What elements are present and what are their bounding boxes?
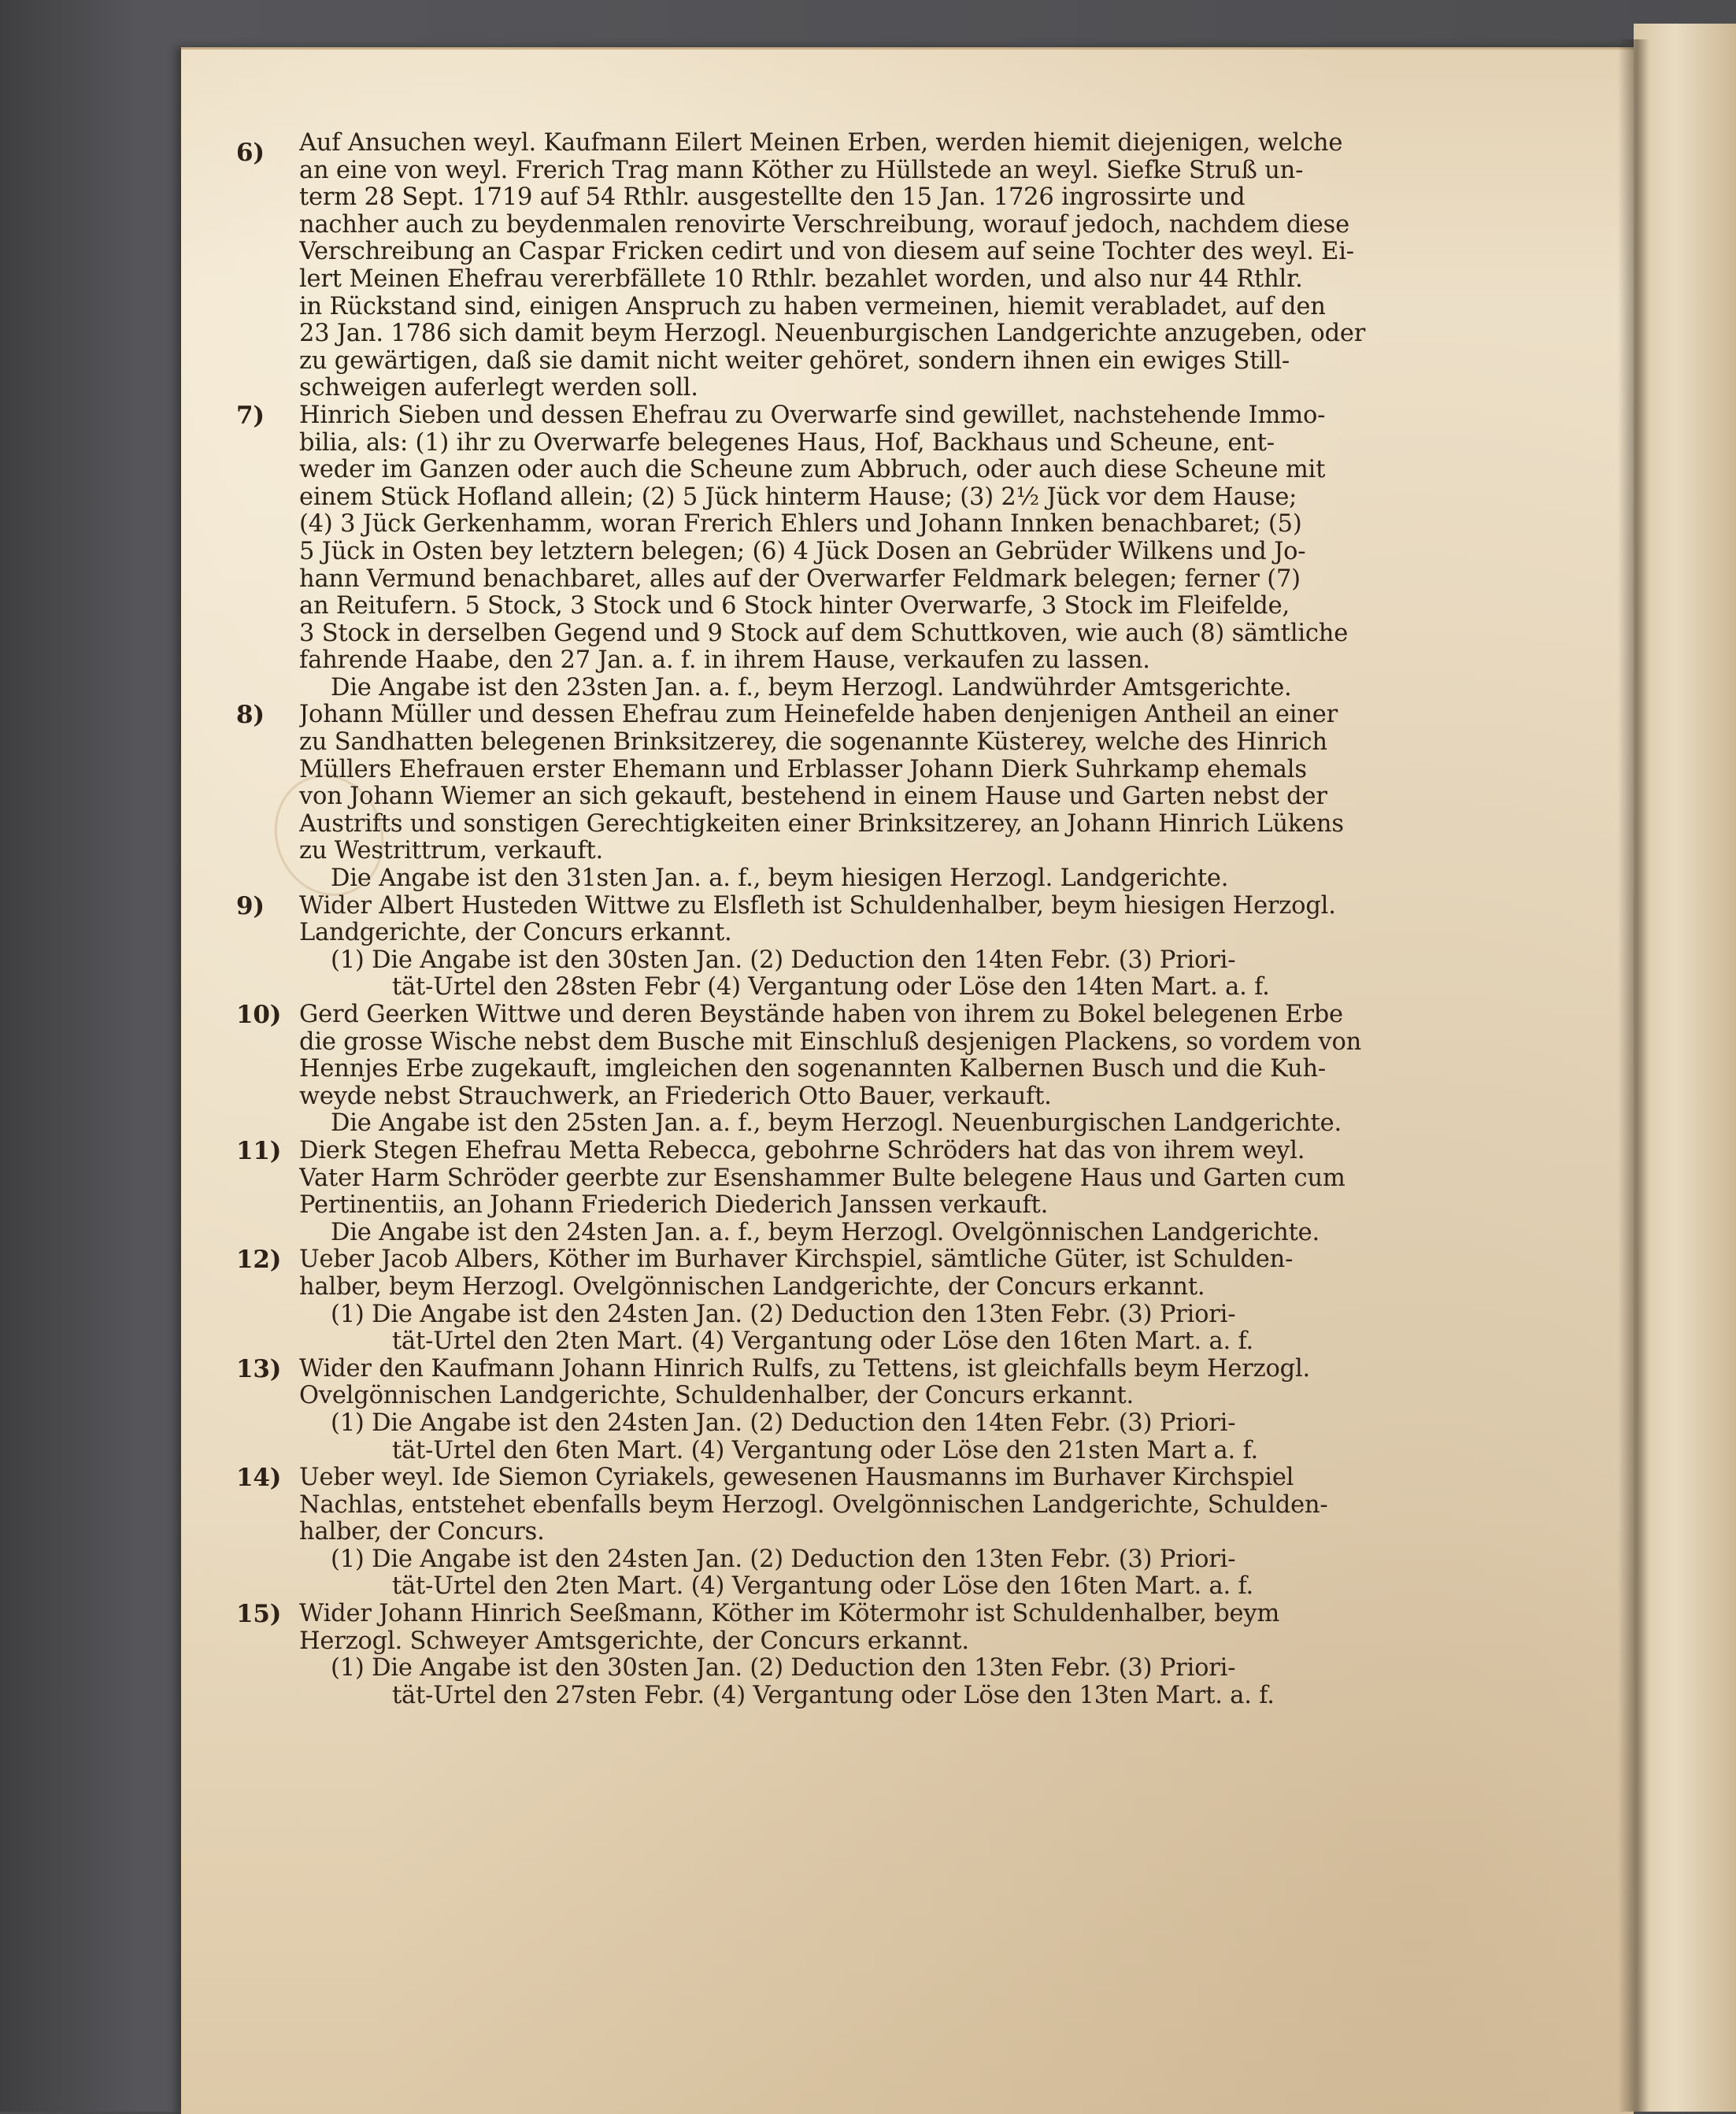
entry-note: (1) Die Angabe ist den 24sten Jan. (2) Deduction den 13ten Febr. (3) Priori- — [331, 1546, 1236, 1573]
book-spine-shadow — [1618, 39, 1649, 2112]
entry-number: 6) — [236, 139, 265, 167]
entry-line: Wider Albert Husteden Wittwe zu Elsfleth ist Schuldenhalber, beym hiesigen Herzogl. — [299, 892, 1336, 920]
entry-line: Hennjes Erbe zugekauft, imgleichen den sogenannten Kalbernen Busch und die Kuh- — [299, 1056, 1327, 1083]
entry-line: 23 Jan. 1786 sich damit beym Herzogl. Neuenburgischen Landgerichte anzugeben, oder — [299, 320, 1366, 348]
entry-line: 5 Jück in Osten bey letztern belegen; (6) 4 Jück Dosen an Gebrüder Wilkens und Jo- — [299, 538, 1306, 565]
entry-number: 11) — [236, 1136, 282, 1165]
entry-line: Gerd Geerken Wittwe und deren Beystände haben von ihrem zu Bokel belegenen Erbe — [299, 1001, 1343, 1028]
entry-line: Verschreibung an Caspar Fricken cedirt und von diesem auf seine Tochter des weyl. Ei- — [299, 239, 1354, 266]
entry-line: weyde nebst Strauchwerk, an Friederich Otto Bauer, verkauft. — [299, 1083, 1052, 1110]
notice-entry — [236, 1601, 1567, 1709]
entry-number: 7) — [236, 401, 265, 430]
entry-line: einem Stück Hofland allein; (2) 5 Jück hinterm Hause; (3) 2½ Jück vor dem Hause; — [299, 483, 1297, 511]
entry-note: tät-Urtel den 6ten Mart. (4) Vergantung oder Löse den 21sten Mart a. f. — [392, 1437, 1258, 1464]
entry-line: Wider den Kaufmann Johann Hinrich Rulfs, zu Tettens, ist gleichfalls beym Herzogl. — [299, 1355, 1310, 1383]
entry-line: (4) 3 Jück Gerkenhamm, woran Frerich Ehlers und Johann Innken benachbaret; (5) — [299, 511, 1302, 539]
entry-line: an Reitufern. 5 Stock, 3 Stock und 6 Stock hinter Overwarfe, 3 Stock im Fleifelde, — [299, 593, 1290, 620]
entry-line: halber, beym Herzogl. Ovelgönnischen Landgerichte, der Concurs erkannt. — [299, 1273, 1205, 1301]
entry-line: bilia, als: (1) ihr zu Overwarfe belegenes Haus, Hof, Backhaus und Scheune, ent- — [299, 429, 1275, 457]
entry-note: tät-Urtel den 28sten Febr (4) Vergantung oder Löse den 14ten Mart. a. f. — [392, 974, 1270, 1001]
entry-note: Die Angabe ist den 23sten Jan. a. f., beym Herzogl. Landwührder Amtsgerichte. — [331, 674, 1292, 702]
entry-line: lert Meinen Ehefrau vererbfällete 10 Rthlr. bezahlet worden, und also nur 44 Rthlr. — [299, 265, 1303, 293]
entry-line: Ovelgönnischen Landgerichte, Schuldenhalber, der Concurs erkannt. — [299, 1383, 1135, 1410]
entry-line: Hinrich Sieben und dessen Ehefrau zu Overwarfe sind gewillet, nachstehende Immo- — [299, 402, 1326, 429]
entry-line: Dierk Stegen Ehefrau Metta Rebecca, gebohrne Schröders hat das von ihrem weyl. — [299, 1137, 1305, 1164]
entry-number: 12) — [236, 1246, 282, 1275]
entry-line: hann Vermund benachbaret, alles auf der Overwarfer Feldmark belegen; ferner (7) — [299, 565, 1301, 593]
entry-line: Landgerichte, der Concurs erkannt. — [299, 920, 732, 947]
entry-line: Herzogl. Schweyer Amtsgerichte, der Concurs erkannt. — [299, 1627, 969, 1655]
entry-line: Vater Harm Schröder geerbte zur Esenshammer Bulte belegene Haus und Garten cum — [299, 1164, 1345, 1192]
notice-entry — [236, 893, 1567, 1001]
entry-line: zu gewärtigen, daß sie damit nicht weiter gehöret, sondern ihnen ein ewiges Still- — [299, 347, 1290, 375]
notice-entry — [236, 1001, 1567, 1138]
entry-line: Austrifts und sonstigen Gerechtigkeiten einer Brinksitzerey, an Johann Hinrich Lükens — [299, 810, 1344, 838]
entry-line: Auf Ansuchen weyl. Kaufmann Eilert Meinen Erben, werden hiemit diejenigen, welche — [299, 130, 1343, 157]
entry-line: Ueber weyl. Ide Siemon Cyriakels, gewesenen Hausmanns im Burhaver Kirchspiel — [299, 1464, 1294, 1492]
entry-line: Ueber Jacob Albers, Köther im Burhaver Kirchspiel, sämtliche Güter, ist Schulden- — [299, 1246, 1294, 1274]
entry-line: fahrende Haabe, den 27 Jan. a. f. in ihrem Hause, verkaufen zu lassen. — [299, 647, 1150, 675]
entry-line: zu Sandhatten belegenen Brinksitzerey, die sogenannte Küsterey, welche des Hinrich — [299, 729, 1327, 757]
notice-entry — [236, 130, 1567, 402]
entry-line: in Rückstand sind, einigen Anspruch zu haben vermeinen, hiemit verabladet, auf den — [299, 293, 1326, 320]
entry-number: 15) — [236, 1600, 282, 1629]
entry-line: die grosse Wische nebst dem Busche mit Einschluß desjenigen Plackens, so vordem von — [299, 1028, 1362, 1056]
entry-note: Die Angabe ist den 31sten Jan. a. f., beym hiesigen Herzogl. Landgerichte. — [331, 865, 1229, 893]
entry-line: an eine von weyl. Frerich Trag mann Köther zu Hüllstede an weyl. Siefke Struß un- — [299, 157, 1304, 184]
entry-line: schweigen auferlegt werden soll. — [299, 375, 698, 402]
entry-line: Nachlas, entstehet ebenfalls beym Herzogl. Ovelgönnischen Landgerichte, Schulden- — [299, 1491, 1328, 1519]
notice-entry — [236, 1464, 1567, 1601]
entry-line: nachher auch zu beydenmalen renovirte Verschreibung, worauf jedoch, nachdem diese — [299, 211, 1349, 239]
entry-line: term 28 Sept. 1719 auf 54 Rthlr. ausgestellte den 15 Jan. 1726 ingrossirte und — [299, 184, 1246, 212]
entry-note: Die Angabe ist den 25sten Jan. a. f., beym Herzogl. Neuenburgischen Landgerichte. — [331, 1110, 1342, 1138]
notice-entry — [236, 402, 1567, 702]
entry-line: von Johann Wiemer an sich gekauft, bestehend in einem Hause und Garten nebst der — [299, 783, 1327, 811]
entry-note: tät-Urtel den 2ten Mart. (4) Vergantung oder Löse den 16ten Mart. a. f. — [392, 1328, 1254, 1356]
entry-number: 10) — [236, 1001, 282, 1029]
entry-note: (1) Die Angabe ist den 24sten Jan. (2) Deduction den 14ten Febr. (3) Priori- — [331, 1409, 1236, 1437]
entry-note: tät-Urtel den 2ten Mart. (4) Vergantung oder Löse den 16ten Mart. a. f. — [392, 1573, 1254, 1601]
entry-line: weder im Ganzen oder auch die Scheune zum Abbruch, oder auch diese Scheune mit — [299, 457, 1326, 484]
entry-note: (1) Die Angabe ist den 30sten Jan. (2) Deduction den 14ten Febr. (3) Priori- — [331, 946, 1236, 974]
entry-line: Wider Johann Hinrich Seeßmann, Köther im Kötermohr ist Schuldenhalber, beym — [299, 1601, 1280, 1628]
notice-entry — [236, 1246, 1567, 1355]
entry-line: Johann Müller und dessen Ehefrau zum Heinefelde haben denjenigen Antheil an einer — [299, 702, 1338, 729]
entry-line: zu Westrittrum, verkauft. — [299, 838, 604, 865]
entry-note: Die Angabe ist den 24sten Jan. a. f., beym Herzogl. Ovelgönnischen Landgerichte. — [331, 1219, 1320, 1246]
entry-note: (1) Die Angabe ist den 30sten Jan. (2) Deduction den 13ten Febr. (3) Priori- — [331, 1655, 1236, 1683]
entry-line: Müllers Ehefrauen erster Ehemann und Erblasser Johann Dierk Suhrkamp ehemals — [299, 756, 1307, 783]
notice-entry — [236, 1356, 1567, 1464]
entry-line: Pertinentiis, an Johann Friederich Diederich Janssen verkauft. — [299, 1192, 1049, 1220]
entry-line: 3 Stock in derselben Gegend und 9 Stock auf dem Schuttkoven, wie auch (8) sämtliche — [299, 620, 1349, 647]
entry-number: 13) — [236, 1354, 282, 1383]
entry-line: halber, der Concurs. — [299, 1519, 545, 1546]
entry-note: tät-Urtel den 27sten Febr. (4) Vergantung oder Löse den 13ten Mart. a. f. — [392, 1682, 1275, 1709]
entry-number: 8) — [236, 701, 265, 730]
entry-note: (1) Die Angabe ist den 24sten Jan. (2) Deduction den 13ten Febr. (3) Priori- — [331, 1301, 1236, 1328]
entry-number: 14) — [236, 1464, 282, 1493]
document-text — [236, 130, 1567, 1709]
entry-number: 9) — [236, 891, 265, 920]
notice-entry — [236, 1138, 1567, 1246]
notice-entry — [236, 702, 1567, 892]
